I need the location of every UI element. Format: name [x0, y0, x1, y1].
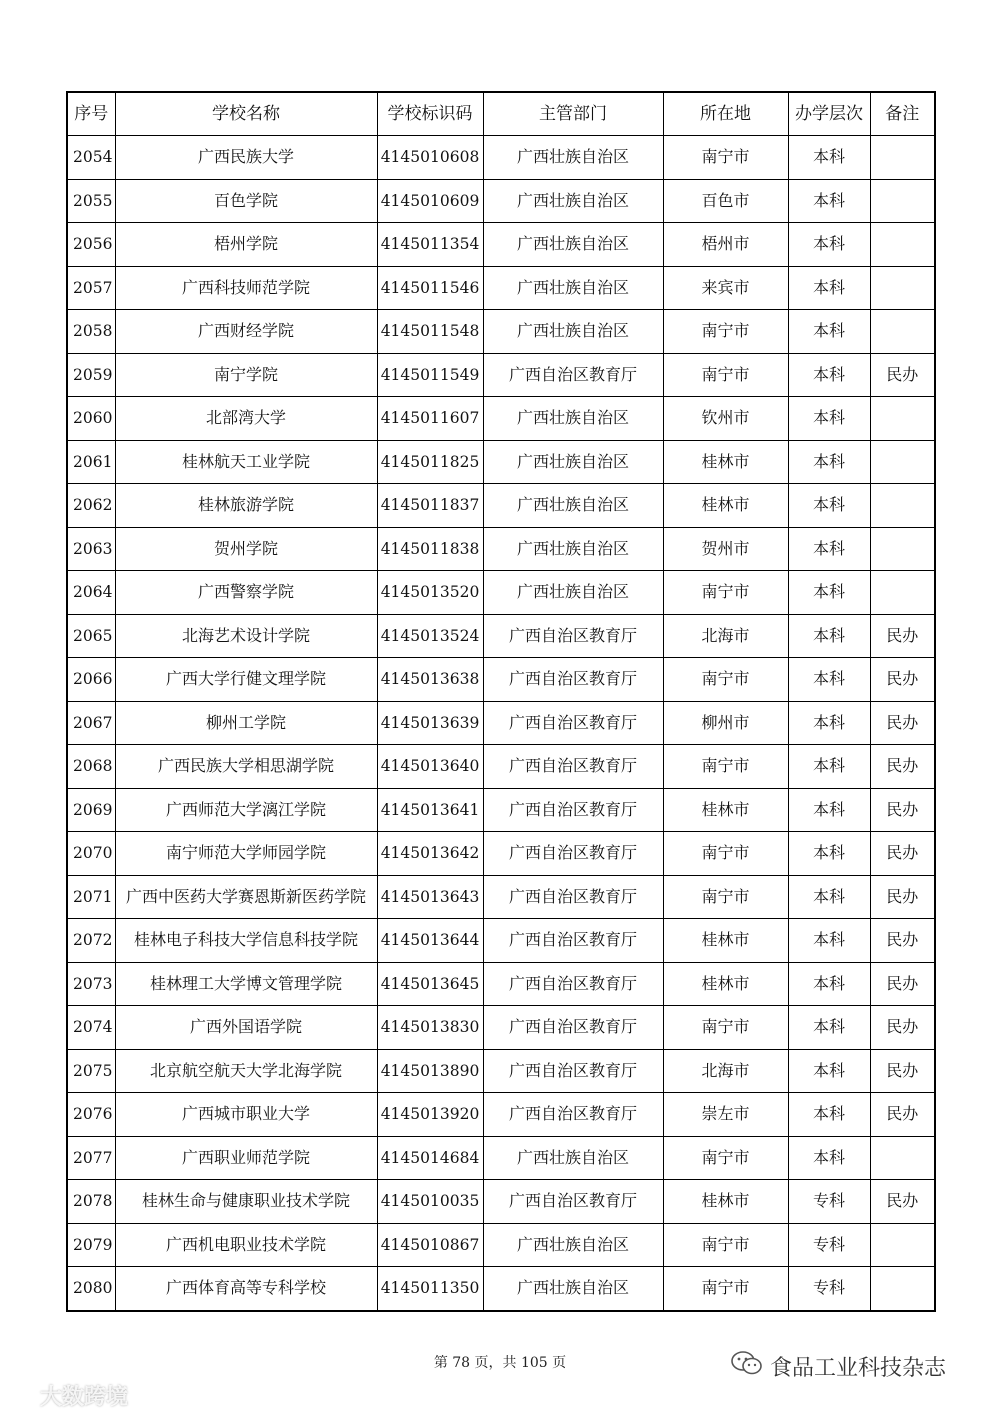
cell-school-code: 4145011825: [377, 440, 483, 484]
table-row: [67, 266, 935, 310]
cell-level: 本科: [788, 962, 870, 1006]
cell-seq: 2069: [67, 788, 115, 832]
cell-school-code: 4145013644: [377, 919, 483, 963]
wechat-watermark: [730, 1350, 946, 1382]
cell-department: 广西自治区教育厅: [483, 745, 663, 789]
cell-level: 本科: [788, 179, 870, 223]
cell-school-name: 广西师范大学漓江学院: [115, 788, 377, 832]
cell-level: 本科: [788, 658, 870, 702]
cell-school-code: 4145010867: [377, 1223, 483, 1267]
cell-school-code: 4145011838: [377, 527, 483, 571]
cell-location: 桂林市: [663, 440, 788, 484]
cell-level: 本科: [788, 832, 870, 876]
cell-school-name: 广西机电职业技术学院: [115, 1223, 377, 1267]
cell-level: 本科: [788, 1136, 870, 1180]
cell-school-name: 广西中医药大学赛恩斯新医药学院: [115, 875, 377, 919]
cell-note: [870, 223, 935, 267]
cell-note: [870, 571, 935, 615]
header-school-code: 学校标识码: [377, 92, 483, 136]
cell-school-name: 桂林理工大学博文管理学院: [115, 962, 377, 1006]
cell-note: 民办: [870, 788, 935, 832]
cell-school-name: 南宁学院: [115, 353, 377, 397]
cell-level: 专科: [788, 1267, 870, 1311]
cell-school-code: 4145013642: [377, 832, 483, 876]
cell-level: 本科: [788, 1049, 870, 1093]
cell-department: 广西自治区教育厅: [483, 1180, 663, 1224]
cell-seq: 2068: [67, 745, 115, 789]
cell-note: [870, 1223, 935, 1267]
cell-department: 广西壮族自治区: [483, 397, 663, 441]
cell-department: 广西自治区教育厅: [483, 1093, 663, 1137]
cell-level: 本科: [788, 223, 870, 267]
cell-school-name: 桂林旅游学院: [115, 484, 377, 528]
cell-school-name: 北京航空航天大学北海学院: [115, 1049, 377, 1093]
cell-school-code: 4145013640: [377, 745, 483, 789]
cell-school-name: 广西财经学院: [115, 310, 377, 354]
cell-level: 本科: [788, 310, 870, 354]
cell-location: 柳州市: [663, 701, 788, 745]
cell-location: 崇左市: [663, 1093, 788, 1137]
cell-seq: 2054: [67, 136, 115, 180]
cell-department: 广西壮族自治区: [483, 136, 663, 180]
cell-school-name: 广西民族大学相思湖学院: [115, 745, 377, 789]
cell-school-code: 4145013890: [377, 1049, 483, 1093]
table-row: [67, 571, 935, 615]
cell-location: 南宁市: [663, 136, 788, 180]
cell-note: [870, 310, 935, 354]
cell-note: 民办: [870, 1049, 935, 1093]
cell-school-code: 4145010035: [377, 1180, 483, 1224]
cell-school-code: 4145011607: [377, 397, 483, 441]
cell-note: [870, 527, 935, 571]
table-row: [67, 1049, 935, 1093]
cell-level: 本科: [788, 614, 870, 658]
cell-school-code: 4145011350: [377, 1267, 483, 1311]
cell-seq: 2056: [67, 223, 115, 267]
cell-location: 桂林市: [663, 1180, 788, 1224]
cell-seq: 2067: [67, 701, 115, 745]
cell-level: 本科: [788, 919, 870, 963]
cell-location: 梧州市: [663, 223, 788, 267]
cell-seq: 2064: [67, 571, 115, 615]
cell-department: 广西自治区教育厅: [483, 1006, 663, 1050]
header-department: 主管部门: [483, 92, 663, 136]
table-row: [67, 1267, 935, 1311]
cell-level: 本科: [788, 484, 870, 528]
cell-department: 广西壮族自治区: [483, 179, 663, 223]
cell-school-name: 桂林航天工业学院: [115, 440, 377, 484]
cell-department: 广西自治区教育厅: [483, 875, 663, 919]
table-row: [67, 1223, 935, 1267]
cell-level: 本科: [788, 266, 870, 310]
cell-school-name: 柳州工学院: [115, 701, 377, 745]
cell-note: 民办: [870, 701, 935, 745]
cell-department: 广西壮族自治区: [483, 223, 663, 267]
cell-location: 桂林市: [663, 962, 788, 1006]
cell-school-code: 4145013645: [377, 962, 483, 1006]
cell-school-code: 4145010608: [377, 136, 483, 180]
cell-note: [870, 136, 935, 180]
cell-school-code: 4145011837: [377, 484, 483, 528]
cell-note: 民办: [870, 614, 935, 658]
cell-level: 本科: [788, 397, 870, 441]
cell-level: 专科: [788, 1223, 870, 1267]
cell-school-name: 广西大学行健文理学院: [115, 658, 377, 702]
cell-note: [870, 179, 935, 223]
cell-location: 南宁市: [663, 353, 788, 397]
cell-department: 广西自治区教育厅: [483, 658, 663, 702]
cell-seq: 2055: [67, 179, 115, 223]
cell-seq: 2080: [67, 1267, 115, 1311]
table-body: [67, 136, 935, 1311]
cell-school-name: 广西警察学院: [115, 571, 377, 615]
cell-school-name: 北海艺术设计学院: [115, 614, 377, 658]
cell-school-name: 广西外国语学院: [115, 1006, 377, 1050]
cell-school-code: 4145013643: [377, 875, 483, 919]
table-row: [67, 658, 935, 702]
table-row: [67, 745, 935, 789]
cell-note: 民办: [870, 1006, 935, 1050]
table-row: [67, 1006, 935, 1050]
cell-school-name: 梧州学院: [115, 223, 377, 267]
cell-department: 广西自治区教育厅: [483, 353, 663, 397]
cell-department: 广西壮族自治区: [483, 1223, 663, 1267]
cell-location: 南宁市: [663, 571, 788, 615]
cell-department: 广西自治区教育厅: [483, 614, 663, 658]
cell-note: 民办: [870, 875, 935, 919]
cell-note: [870, 397, 935, 441]
cell-department: 广西自治区教育厅: [483, 1049, 663, 1093]
cell-school-code: 4145013524: [377, 614, 483, 658]
cell-school-code: 4145010609: [377, 179, 483, 223]
table-row: [67, 788, 935, 832]
table-row: [67, 832, 935, 876]
cell-school-code: 4145013641: [377, 788, 483, 832]
cell-school-name: 桂林电子科技大学信息科技学院: [115, 919, 377, 963]
cell-department: 广西自治区教育厅: [483, 962, 663, 1006]
cell-seq: 2070: [67, 832, 115, 876]
cell-location: 南宁市: [663, 658, 788, 702]
table-row: [67, 440, 935, 484]
cell-level: 本科: [788, 701, 870, 745]
cell-level: 本科: [788, 1093, 870, 1137]
cell-school-name: 桂林生命与健康职业技术学院: [115, 1180, 377, 1224]
brand-watermark: [6, 1380, 128, 1411]
cell-seq: 2059: [67, 353, 115, 397]
cell-level: 本科: [788, 745, 870, 789]
cell-seq: 2065: [67, 614, 115, 658]
cell-location: 贺州市: [663, 527, 788, 571]
cell-department: 广西壮族自治区: [483, 440, 663, 484]
cell-school-code: 4145011548: [377, 310, 483, 354]
cell-location: 桂林市: [663, 788, 788, 832]
cell-note: 民办: [870, 658, 935, 702]
cell-seq: 2075: [67, 1049, 115, 1093]
header-level: 办学层次: [788, 92, 870, 136]
table-row: [67, 527, 935, 571]
table-row: [67, 875, 935, 919]
cell-seq: 2076: [67, 1093, 115, 1137]
cell-seq: 2060: [67, 397, 115, 441]
cell-department: 广西壮族自治区: [483, 1267, 663, 1311]
cell-note: 民办: [870, 1093, 935, 1137]
cell-note: [870, 1136, 935, 1180]
school-table: [66, 91, 936, 1312]
table-row: [67, 701, 935, 745]
cell-seq: 2072: [67, 919, 115, 963]
cell-level: 本科: [788, 571, 870, 615]
cell-note: 民办: [870, 919, 935, 963]
table-row: [67, 223, 935, 267]
cell-level: 本科: [788, 1006, 870, 1050]
cell-seq: 2073: [67, 962, 115, 1006]
brand-logo-icon: [6, 1382, 36, 1410]
cell-department: 广西自治区教育厅: [483, 788, 663, 832]
table-row: [67, 1093, 935, 1137]
header-school-name: 学校名称: [115, 92, 377, 136]
cell-seq: 2058: [67, 310, 115, 354]
school-list-sheet: [66, 91, 936, 1312]
cell-school-name: 北部湾大学: [115, 397, 377, 441]
cell-location: 南宁市: [663, 1267, 788, 1311]
table-row: [67, 1136, 935, 1180]
table-row: [67, 353, 935, 397]
table-row: [67, 614, 935, 658]
cell-note: 民办: [870, 353, 935, 397]
table-row: [67, 962, 935, 1006]
cell-seq: 2074: [67, 1006, 115, 1050]
cell-school-name: 南宁师范大学师园学院: [115, 832, 377, 876]
cell-department: 广西壮族自治区: [483, 266, 663, 310]
cell-seq: 2061: [67, 440, 115, 484]
table-row: [67, 484, 935, 528]
cell-school-name: 百色学院: [115, 179, 377, 223]
cell-location: 桂林市: [663, 484, 788, 528]
cell-location: 北海市: [663, 1049, 788, 1093]
cell-seq: 2078: [67, 1180, 115, 1224]
cell-location: 桂林市: [663, 919, 788, 963]
cell-school-name: 广西民族大学: [115, 136, 377, 180]
cell-seq: 2062: [67, 484, 115, 528]
table-row: [67, 310, 935, 354]
cell-department: 广西壮族自治区: [483, 310, 663, 354]
cell-level: 本科: [788, 788, 870, 832]
cell-school-code: 4145013520: [377, 571, 483, 615]
cell-school-code: 4145013638: [377, 658, 483, 702]
cell-school-code: 4145011549: [377, 353, 483, 397]
cell-level: 本科: [788, 527, 870, 571]
cell-level: 本科: [788, 875, 870, 919]
cell-seq: 2077: [67, 1136, 115, 1180]
cell-level: 本科: [788, 136, 870, 180]
cell-school-name: 贺州学院: [115, 527, 377, 571]
cell-location: 南宁市: [663, 310, 788, 354]
cell-level: 专科: [788, 1180, 870, 1224]
page-footer: 第 78 页，共 105 页: [433, 1355, 567, 1371]
cell-department: 广西自治区教育厅: [483, 832, 663, 876]
cell-level: 本科: [788, 353, 870, 397]
table-header-row: [67, 92, 935, 136]
cell-school-code: 4145011546: [377, 266, 483, 310]
header-note: 备注: [870, 92, 935, 136]
table-row: [67, 397, 935, 441]
cell-note: [870, 440, 935, 484]
cell-department: 广西自治区教育厅: [483, 919, 663, 963]
cell-seq: 2063: [67, 527, 115, 571]
cell-school-code: 4145013639: [377, 701, 483, 745]
header-location: 所在地: [663, 92, 788, 136]
table-row: [67, 136, 935, 180]
cell-seq: 2071: [67, 875, 115, 919]
cell-school-name: 广西职业师范学院: [115, 1136, 377, 1180]
cell-level: 本科: [788, 440, 870, 484]
cell-location: 南宁市: [663, 745, 788, 789]
cell-note: [870, 484, 935, 528]
cell-school-name: 广西科技师范学院: [115, 266, 377, 310]
cell-location: 南宁市: [663, 1223, 788, 1267]
cell-location: 北海市: [663, 614, 788, 658]
cell-location: 南宁市: [663, 1006, 788, 1050]
cell-school-code: 4145013830: [377, 1006, 483, 1050]
cell-seq: 2066: [67, 658, 115, 702]
cell-location: 钦州市: [663, 397, 788, 441]
cell-seq: 2079: [67, 1223, 115, 1267]
cell-department: 广西壮族自治区: [483, 1136, 663, 1180]
cell-department: 广西自治区教育厅: [483, 701, 663, 745]
cell-location: 南宁市: [663, 875, 788, 919]
cell-school-name: 广西体育高等专科学校: [115, 1267, 377, 1311]
cell-location: 来宾市: [663, 266, 788, 310]
cell-note: [870, 266, 935, 310]
cell-note: 民办: [870, 832, 935, 876]
header-seq: 序号: [67, 92, 115, 136]
cell-note: [870, 1267, 935, 1311]
table-row: [67, 1180, 935, 1224]
cell-note: 民办: [870, 962, 935, 1006]
cell-school-name: 广西城市职业大学: [115, 1093, 377, 1137]
table-row: [67, 919, 935, 963]
cell-school-code: 4145013920: [377, 1093, 483, 1137]
cell-department: 广西壮族自治区: [483, 527, 663, 571]
cell-location: 南宁市: [663, 832, 788, 876]
wechat-icon: [730, 1350, 764, 1382]
cell-department: 广西壮族自治区: [483, 571, 663, 615]
cell-school-code: 4145011354: [377, 223, 483, 267]
cell-note: 民办: [870, 1180, 935, 1224]
cell-note: 民办: [870, 745, 935, 789]
cell-location: 百色市: [663, 179, 788, 223]
brand-watermark-text: 大数跨境: [40, 1385, 129, 1410]
cell-seq: 2057: [67, 266, 115, 310]
cell-department: 广西壮族自治区: [483, 484, 663, 528]
table-row: [67, 179, 935, 223]
cell-location: 南宁市: [663, 1136, 788, 1180]
wechat-watermark-text: 食品工业科技杂志: [770, 1355, 947, 1381]
cell-school-code: 4145014684: [377, 1136, 483, 1180]
